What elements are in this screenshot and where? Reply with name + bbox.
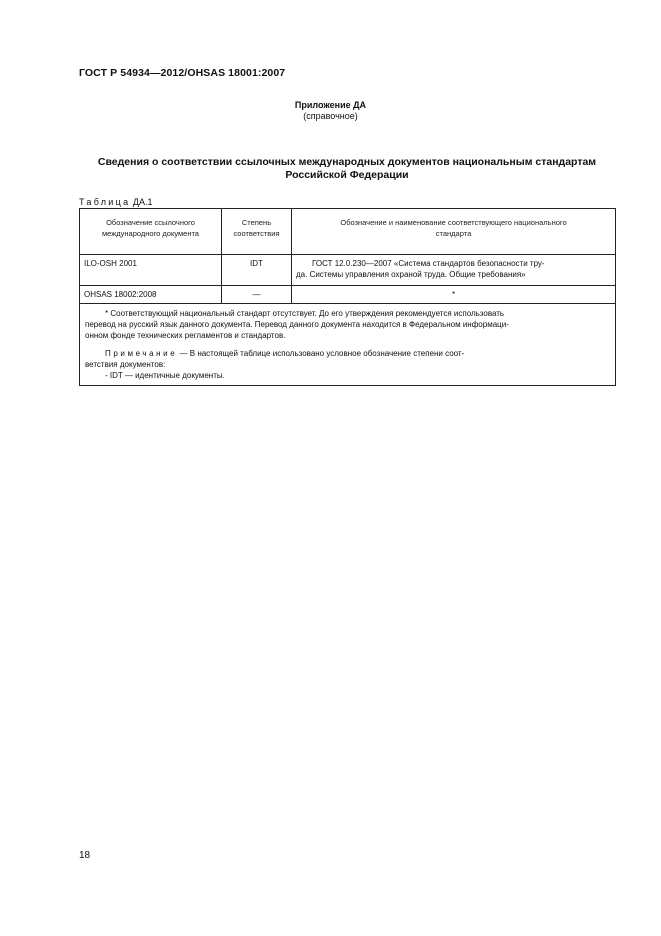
page-number: 18	[79, 850, 91, 861]
table-footnote	[80, 304, 616, 386]
column-header-national-standard: Обозначение и наименование соответствующего национального стандарта	[292, 209, 616, 255]
heading-line-2: Российской Федерации	[285, 169, 409, 181]
correspondence-table	[79, 208, 616, 386]
annex-subtitle: (справочное)	[303, 111, 358, 121]
cell-degree: —	[222, 286, 292, 304]
cell-document: ILO-OSH 2001	[80, 255, 222, 286]
document-header: ГОСТ Р 54934—2012/OHSAS 18001:2007	[79, 67, 286, 79]
note-item: - IDT — идентичные документы.	[105, 371, 225, 380]
note-text: — В настоящей таблице использовано условное обозначение степени соот-	[177, 349, 465, 358]
footnote-line-3: онном фонде технических регламентов и стандартов.	[85, 331, 286, 340]
note-line-1	[85, 348, 610, 359]
footnote-line-1: * Соответствующий национальный стандарт отсутствует. До его утверждения рекомендуется использовать	[105, 309, 505, 318]
annex-heading	[79, 156, 615, 182]
column-header-degree: Степень соответствия	[222, 209, 292, 255]
footnote-line-2: перевод на русский язык данного документа. Перевод данного документа находится в Федеральном информаци-	[85, 320, 509, 329]
column-header-document: Обозначение ссылочного международного документа	[80, 209, 222, 255]
table-label	[79, 197, 153, 207]
table-label-number: ДА.1	[132, 197, 153, 207]
heading-line-1: Сведения о соответствии ссылочных международных документов национальным стандартам	[97, 156, 597, 168]
cell-national-standard: ГОСТ 12.0.230—2007 «Система стандартов безопасности тру- да. Системы управления охраной труда. Общие требования»	[292, 255, 616, 286]
annex-title: Приложение ДА	[294, 100, 367, 110]
cell-degree: IDT	[222, 255, 292, 286]
note-line-2: ветствия документов:	[85, 360, 166, 369]
table-footnote-row	[80, 304, 616, 386]
cell-document: OHSAS 18002:2008	[80, 286, 222, 304]
table-label-prefix: Таблица	[79, 197, 131, 207]
table-row	[80, 255, 616, 286]
table-header-row	[80, 209, 616, 255]
note-label: Примечание	[105, 349, 178, 358]
cell-national-standard: *	[292, 286, 616, 304]
table-row	[80, 286, 616, 304]
